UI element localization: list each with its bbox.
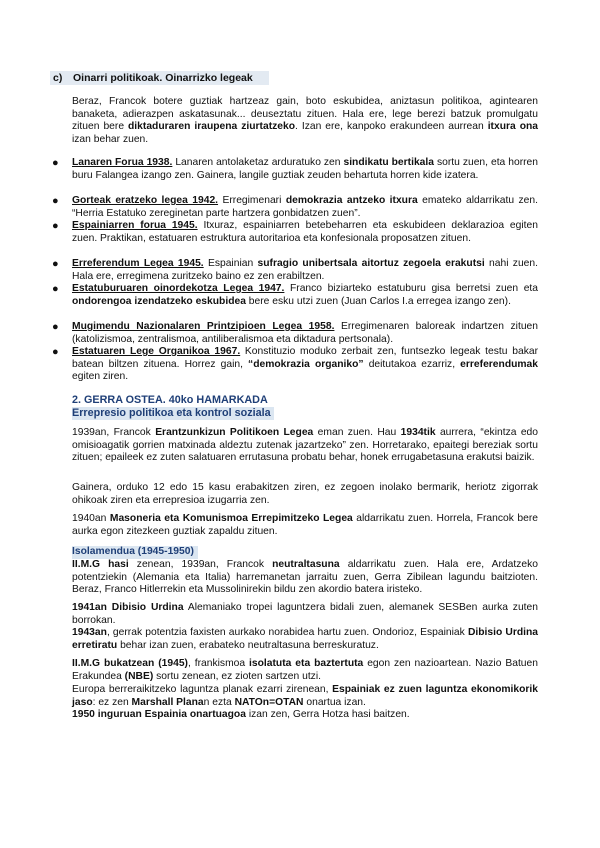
iso-text: n ezta <box>203 696 235 708</box>
law-bold: ondorengoa izendatzeko eskubidea <box>72 295 246 307</box>
law-title: Estatuaren Lege Organikoa 1967. <box>72 346 241 357</box>
law-text: Espainian <box>203 258 258 269</box>
repression-paragraph-1 <box>72 427 538 465</box>
law-text: egiten ziren. <box>72 371 129 383</box>
law-bold: erreferendumak <box>460 358 539 370</box>
iso-bold: (NBE) <box>124 670 154 682</box>
iso-text: Alemaniako tropei laguntzera bidali zuen, alemanek SESBen aurka zuten borrokan. <box>72 602 538 626</box>
iso-bold: II.M.G hasi <box>72 559 129 570</box>
iso-text: , gerrak potentzia faxisten aurkako norabidea hartu zuen. Ondorioz, Espainiak <box>106 627 468 638</box>
p1-bold-2: 1934tik <box>400 427 436 438</box>
law-bold: sindikatu bertikala <box>343 157 434 168</box>
section-2-subtitle: Errepresio politikoa eta kontrol soziala <box>72 407 274 420</box>
iso-text: behar izan zuen, erabateko neutraltasuna berreskuratuz. <box>117 639 379 651</box>
law-item <box>52 220 538 245</box>
isolation-paragraph-1 <box>72 559 538 597</box>
repression-paragraph-3 <box>72 513 538 538</box>
isolation-heading: Isolamendua (1945-1950) <box>72 546 198 559</box>
iso-bold: 1950 inguruan Espainia onartuagoa <box>72 709 246 720</box>
law-text: emateko aldarrikatu zen. “Herria Estatuko zereginetan parte hartzera gonbidatzen zuen”. <box>72 195 538 219</box>
law-text: Itxuraz, espainiarren betebeharren eta eskubideen deklarazioa egiten zuen. Praktikan, estatuaren estruktura autoritarioa eta konfesionala proposatzen zituen. <box>72 220 538 244</box>
law-item <box>52 346 539 384</box>
iso-bold: NATOn=OTAN <box>234 696 304 708</box>
iso-text: aldarrikatu zuen. Hala ere, Ardatzeko potentziekin (Alemania eta Italia) harremanetan jarraitu zuen, Gerra Zibilean lagundu baitzioten. Beraz, Franco Hitlerrekin eta Mussolinirekin bildu zen akordio batera iristeko. <box>72 559 538 596</box>
law-item <box>52 283 539 308</box>
law-bold: sufragio unibertsala aitortuz zegoela erakutsi <box>257 258 485 269</box>
law-bold: demokrazia antzeko itxura <box>285 195 418 206</box>
iso-text: egon zen nazioartean. Nazio Batuen Erakundea <box>72 658 538 682</box>
intro-text-2: . Izan ere, kanpoko erakundeen aurrean <box>295 121 488 133</box>
iso-text: onartua izan. <box>303 696 366 708</box>
law-title: Lanaren Forua 1938. <box>72 157 173 168</box>
iso-text: zenean, 1939an, Francok <box>128 559 273 570</box>
p3-text-2: aldarrikatu zuen. Horrela, Francok bere aurka egon zitezkeen guztiak zapaldu zituen. <box>72 513 538 537</box>
iso-text: sortu zenean, ez zioten sartzen utzi. <box>153 670 321 682</box>
iso-text: : ez zen <box>92 696 132 708</box>
p3-text-1: 1940an <box>72 513 110 524</box>
p1-text-2: eman zuen. Hau <box>313 427 401 438</box>
law-title: Espainiarren forua 1945. <box>72 220 198 231</box>
iso-bold: 1941an Dibisio Urdina <box>72 602 184 613</box>
law-text: Konstituzio moduko zerbait zen, funtsezko legeak testu bakar batean biltzen zituena. Horrez gain, <box>72 346 538 370</box>
bullet-icon: ● <box>52 321 59 333</box>
isolation-paragraph-5 <box>72 684 538 709</box>
iso-bold: II.M.G bukatzean (1945) <box>72 658 188 669</box>
iso-bold: 1943an <box>72 627 107 638</box>
bullet-icon: ● <box>52 258 59 270</box>
law-item <box>52 157 539 182</box>
section-2-title: 2. GERRA OSTEA. 40ko HAMARKADA <box>72 394 268 406</box>
bullet-icon: ● <box>52 220 59 232</box>
section-c-heading <box>50 71 269 85</box>
law-title: Mugimendu Nazionalaren Printzipioen Legea 1958. <box>72 321 335 332</box>
law-text: nahi zuen. Hala ere, erregimena zuritzeko baino ez zen erabiltzen. <box>72 258 538 282</box>
law-title: Erreferendum Legea 1945. <box>72 258 204 269</box>
iso-text: Europa berreraikitzeko laguntza planak ezarri zirenean, <box>72 684 333 695</box>
section-c-tag: c) <box>53 72 63 84</box>
law-title: Gorteak eratzeko legea 1942. <box>72 195 219 206</box>
section-2-heading <box>72 394 274 420</box>
iso-text: izan zen, Gerra Hotza hasi baitzen. <box>245 709 410 720</box>
law-text: bere esku utzi zuen (Juan Carlos I.a erregea izango zen). <box>245 295 511 307</box>
iso-bold: neutraltasuna <box>272 559 340 570</box>
isolation-heading-row <box>72 546 538 559</box>
intro-text-1: Beraz, Francok botere guztiak hartzeaz gain, boto eskubidea, aniztasun politikoa, agintearen banaketa, adierazpen askatasunak... deuseztatu zituen. Hala ere, lege berezi batzuk promulgatu zituen bere <box>72 96 538 133</box>
law-text: Lanaren antolaketaz arduratuko zen <box>172 157 344 168</box>
isolation-paragraph-3 <box>72 627 538 652</box>
iso-text: , frankismoa <box>187 658 250 669</box>
law-item <box>52 321 539 346</box>
isolation-paragraph-2 <box>72 602 538 627</box>
p1-text-3: aurrera, “ekintza edo omisioagatik gorrien matxinada aldeztu zutenak jazartzeko” zen. Horretarako, epaitegi bereziak sortu zituen; epaileek ez zuten salatuaren errutasuna probatu behar, honek errugabetasuna erakutsi baizik. <box>72 427 539 464</box>
section-c-title: Oinarri politikoak. Oinarrizko legeak <box>73 72 253 84</box>
iso-bold: Espainiak ez zuen laguntza ekonomikorik jaso <box>72 684 538 708</box>
intro-bold-1: diktaduraren iraupena ziurtatzeko <box>128 121 296 133</box>
bullet-icon: ● <box>52 346 59 358</box>
law-item <box>52 195 538 220</box>
intro-paragraph <box>72 96 538 146</box>
isolation-paragraph-4 <box>72 658 538 683</box>
law-bold: “demokrazia organiko” <box>248 358 364 370</box>
law-text: deitutakoa ezarriz, <box>363 358 461 370</box>
iso-bold: Marshall Plana <box>131 696 204 708</box>
law-text: Erregimenari <box>218 195 286 206</box>
bullet-icon: ● <box>52 283 59 295</box>
repression-paragraph-2: Gainera, orduko 12 edo 15 kasu erabakitzen ziren, ez zegoen inolako bermarik, heriotz zigorrak ohikoak ziren eta errepresioa izugarria zen. <box>72 482 538 506</box>
p1-text-1: 1939an, Francok <box>72 427 156 438</box>
law-text: Franco biziarteko estatuburu gisa berretsi zuen eta <box>284 283 539 294</box>
law-item <box>52 258 538 283</box>
iso-bold: Dibisio Urdina erretiratu <box>72 627 539 651</box>
bullet-icon: ● <box>52 195 59 207</box>
isolation-paragraph-6 <box>72 709 538 722</box>
intro-text-3: izan behar zuen. <box>72 133 149 145</box>
p3-bold-1: Masoneria eta Komunismoa Errepimitzeko Legea <box>109 513 353 524</box>
law-title: Estatuburuaren oinordekotza Legea 1947. <box>72 283 285 294</box>
law-text: Erregimenaren baloreak indartzen zituen (katolizismoa, zentralismoa, antiliberalismoa eta diktadura pertsonala). <box>72 321 539 345</box>
law-text: sortu zuen, eta horren buru Falangea izango zen. Gainera, langile guztiak zeuden behartuta horren kide izatera. <box>72 157 539 181</box>
p1-bold-1: Erantzunkizun Politikoen Legea <box>155 427 314 438</box>
iso-bold: isolatuta eta baztertuta <box>249 658 364 669</box>
intro-bold-2: itxura ona <box>487 121 538 133</box>
bullet-icon: ● <box>52 157 59 169</box>
